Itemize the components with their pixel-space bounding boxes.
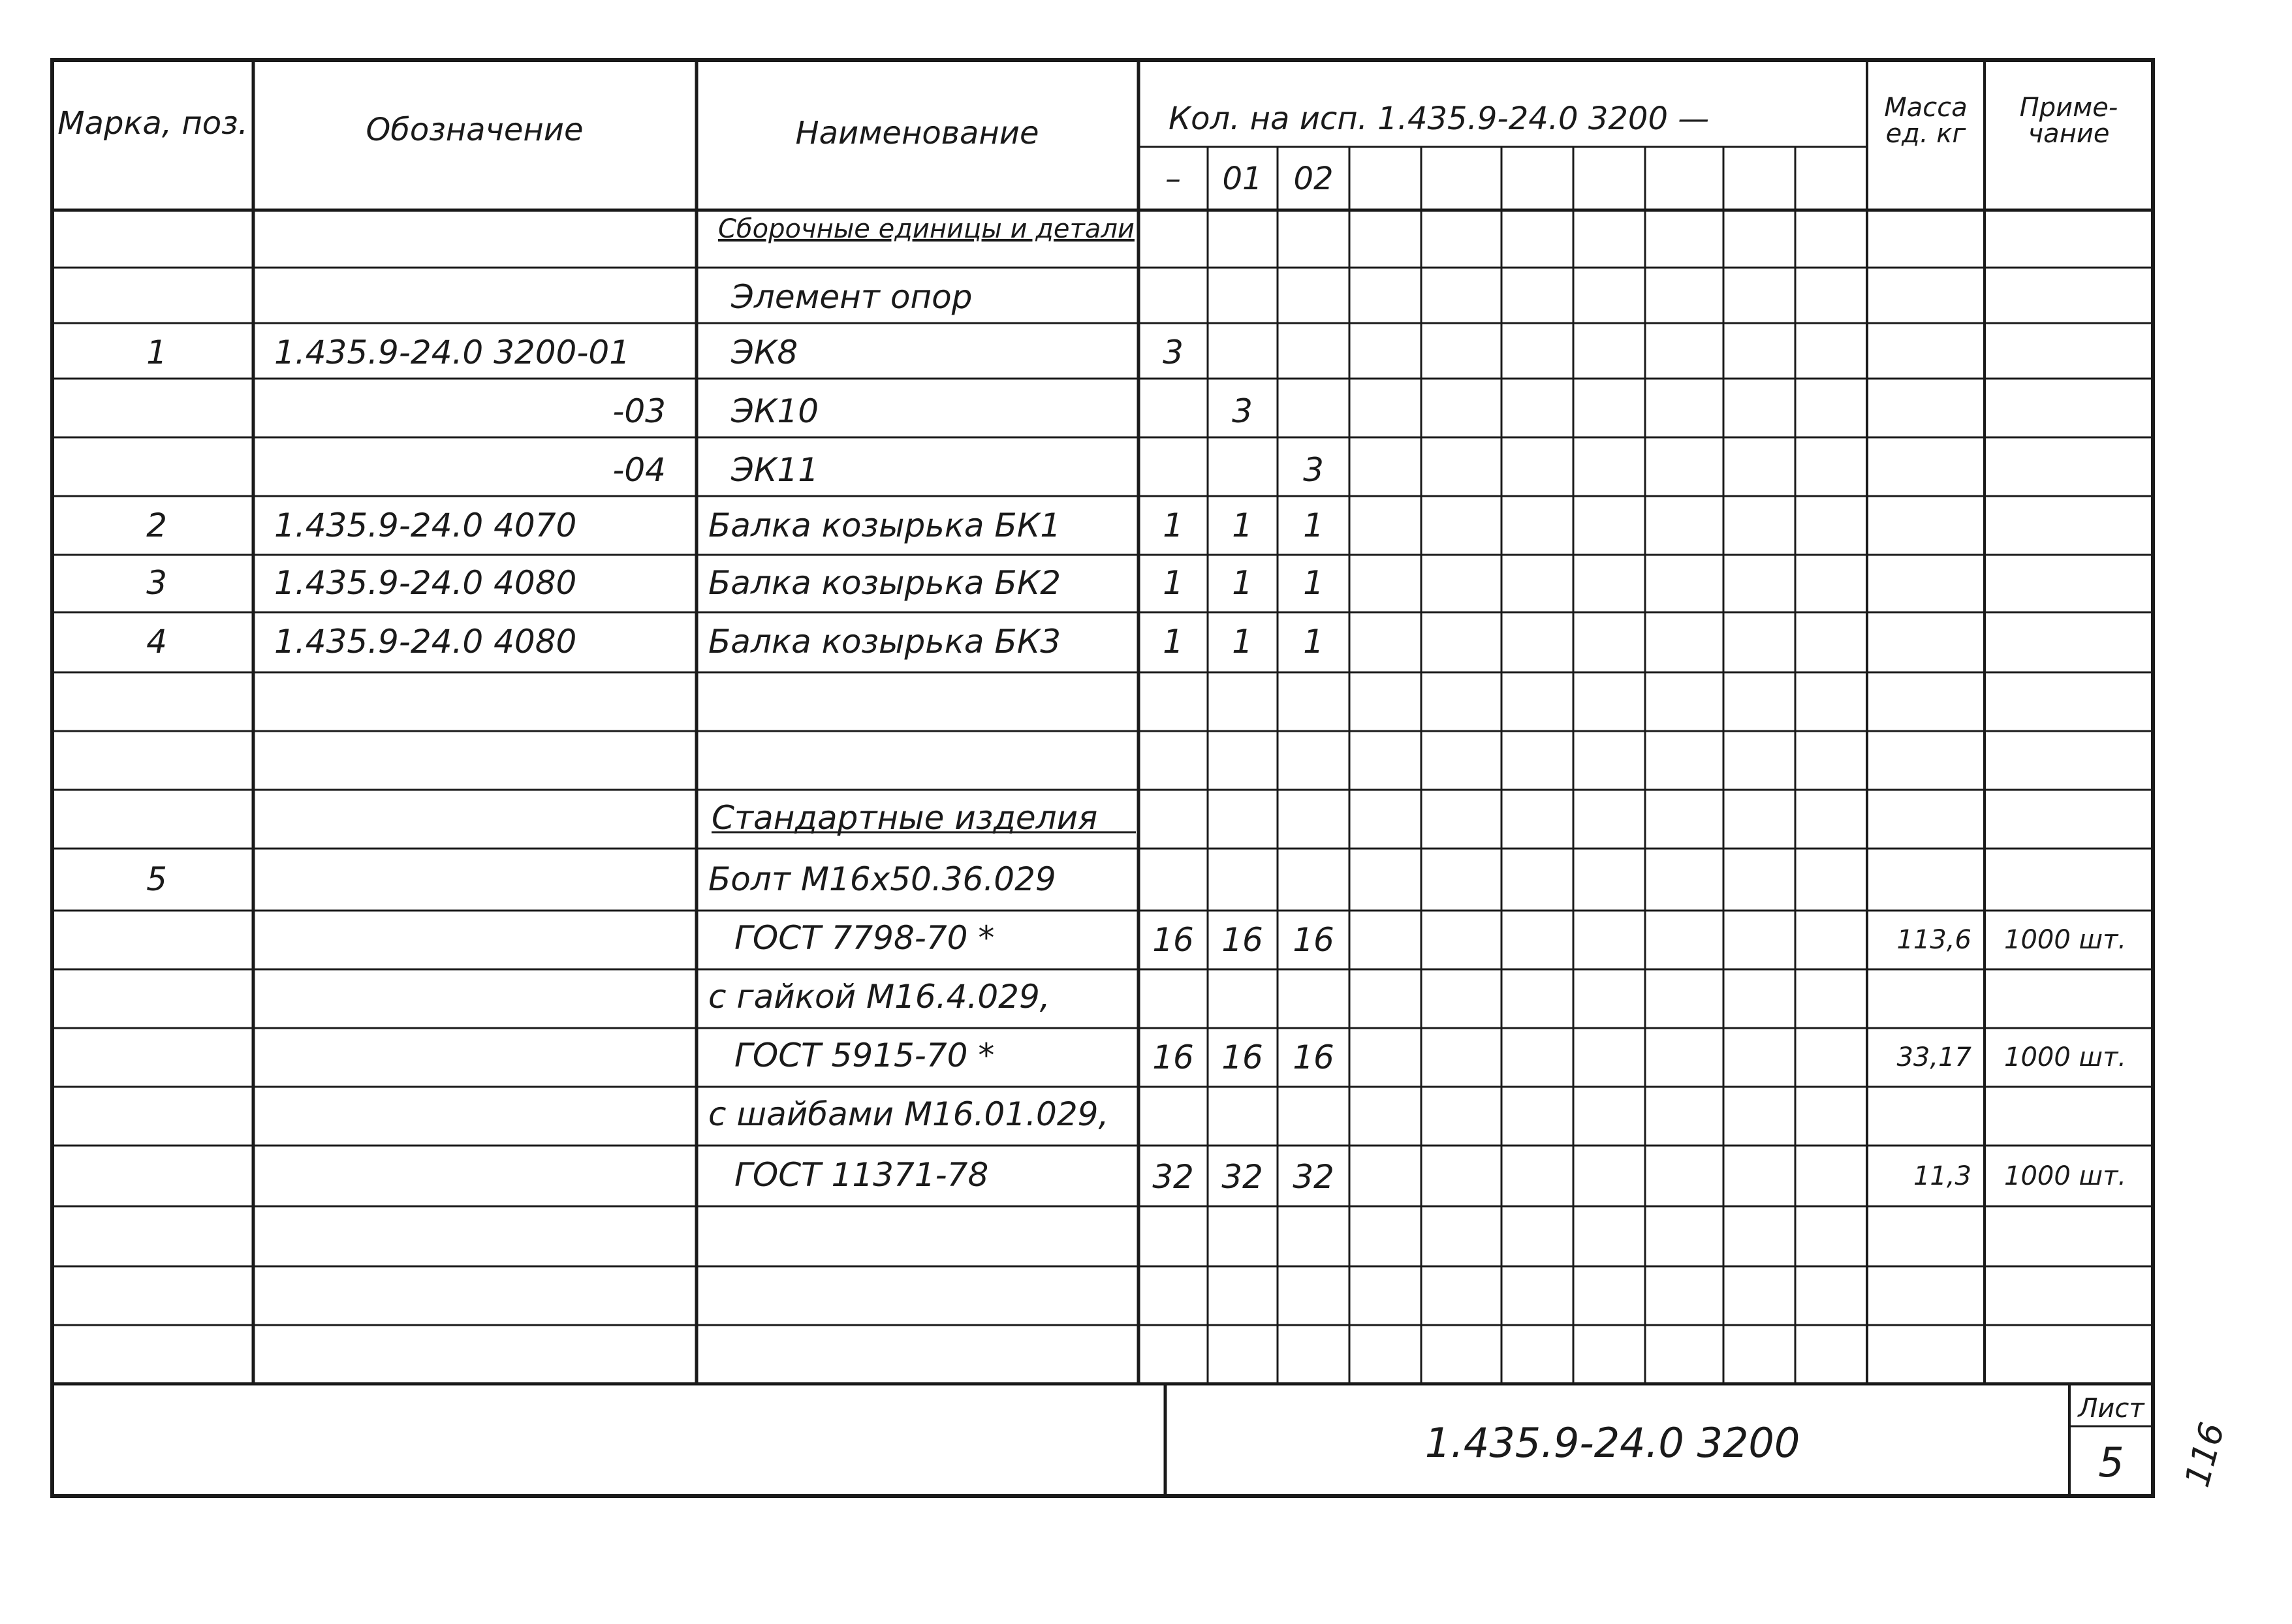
row-note: 1000 шт. [2004, 1042, 2127, 1072]
row-qty-02: 32 [1293, 1158, 1334, 1196]
row-name: ЭК10 [731, 392, 819, 430]
header-name: Наименование [795, 115, 1039, 151]
section-support-element: Элемент опор [731, 278, 973, 316]
row-qty-02: 3 [1303, 451, 1324, 489]
row-mass: 33,17 [1896, 1042, 1971, 1072]
sheet-number: 5 [2098, 1439, 2124, 1486]
row-mass: 11,3 [1913, 1161, 1971, 1191]
row-qty-base: 16 [1152, 1038, 1194, 1076]
header-mass: Масса ед. кг [1884, 93, 1968, 149]
row-qty-02: 1 [1303, 507, 1324, 544]
header-variant-01: 01 [1222, 161, 1263, 197]
row-mass: 113,6 [1896, 925, 1971, 955]
row-name: с шайбами М16.01.029, [708, 1095, 1109, 1133]
row-name: Балка козырька БК1 [708, 507, 1061, 544]
row-mark: 3 [146, 564, 167, 602]
row-qty-01: 1 [1232, 623, 1253, 661]
row-qty-base: 32 [1152, 1158, 1194, 1196]
row-designation: 1.435.9-24.0 3200-01 [274, 334, 631, 371]
row-qty-01: 3 [1232, 392, 1253, 430]
section-standard-items: Стандартные изделия [712, 799, 1098, 837]
header-qty-title: Кол. на исп. 1.435.9-24.0 3200 — [1169, 101, 1710, 137]
margin-page-number: 116 [2178, 1418, 2233, 1491]
row-note: 1000 шт. [2004, 1161, 2127, 1191]
row-designation: -04 [612, 451, 666, 489]
section-assembly-units: Сборочные единицы и детали [718, 214, 1135, 244]
row-qty-02: 1 [1303, 564, 1324, 602]
row-qty-01: 1 [1232, 564, 1253, 602]
row-designation: -03 [612, 392, 666, 430]
sheet-label: Лист [2078, 1394, 2144, 1424]
row-mark: 4 [146, 623, 167, 661]
row-qty-01: 16 [1221, 921, 1263, 959]
row-qty-base: 1 [1163, 507, 1184, 544]
row-qty-01: 16 [1221, 1038, 1263, 1076]
row-name: Балка козырька БК3 [708, 623, 1061, 661]
header-note: Приме- чание [2019, 93, 2118, 149]
header-variant-02: 02 [1293, 161, 1334, 197]
header-designation: Обозначение [366, 112, 584, 148]
row-name: ЭК11 [731, 451, 819, 489]
doc-number: 1.435.9-24.0 3200 [1424, 1419, 1800, 1467]
row-qty-02: 1 [1303, 623, 1324, 661]
row-designation: 1.435.9-24.0 4080 [274, 564, 577, 602]
header-variant-dash: – [1165, 161, 1181, 197]
row-designation: 1.435.9-24.0 4080 [274, 623, 577, 661]
row-qty-02: 16 [1293, 1038, 1334, 1076]
row-qty-01: 32 [1221, 1158, 1263, 1196]
row-name: Болт М16х50.36.029 [708, 860, 1056, 898]
row-note: 1000 шт. [2004, 925, 2127, 955]
row-mark: 5 [146, 860, 167, 898]
row-mark: 2 [146, 507, 167, 544]
row-qty-base: 3 [1163, 334, 1184, 371]
row-qty-02: 16 [1293, 921, 1334, 959]
row-name: Балка козырька БК2 [708, 564, 1061, 602]
row-name: с гайкой М16.4.029, [708, 978, 1050, 1016]
row-name: ГОСТ 11371-78 [734, 1156, 989, 1194]
row-name: ГОСТ 7798-70 * [734, 919, 995, 957]
row-mark: 1 [146, 334, 167, 371]
row-qty-01: 1 [1232, 507, 1253, 544]
row-name: ЭК8 [731, 334, 798, 371]
row-name: ГОСТ 5915-70 * [734, 1037, 995, 1074]
row-qty-base: 1 [1163, 623, 1184, 661]
row-qty-base: 1 [1163, 564, 1184, 602]
row-designation: 1.435.9-24.0 4070 [274, 507, 577, 544]
row-qty-base: 16 [1152, 921, 1194, 959]
header-mark: Марка, поз. [57, 105, 248, 142]
